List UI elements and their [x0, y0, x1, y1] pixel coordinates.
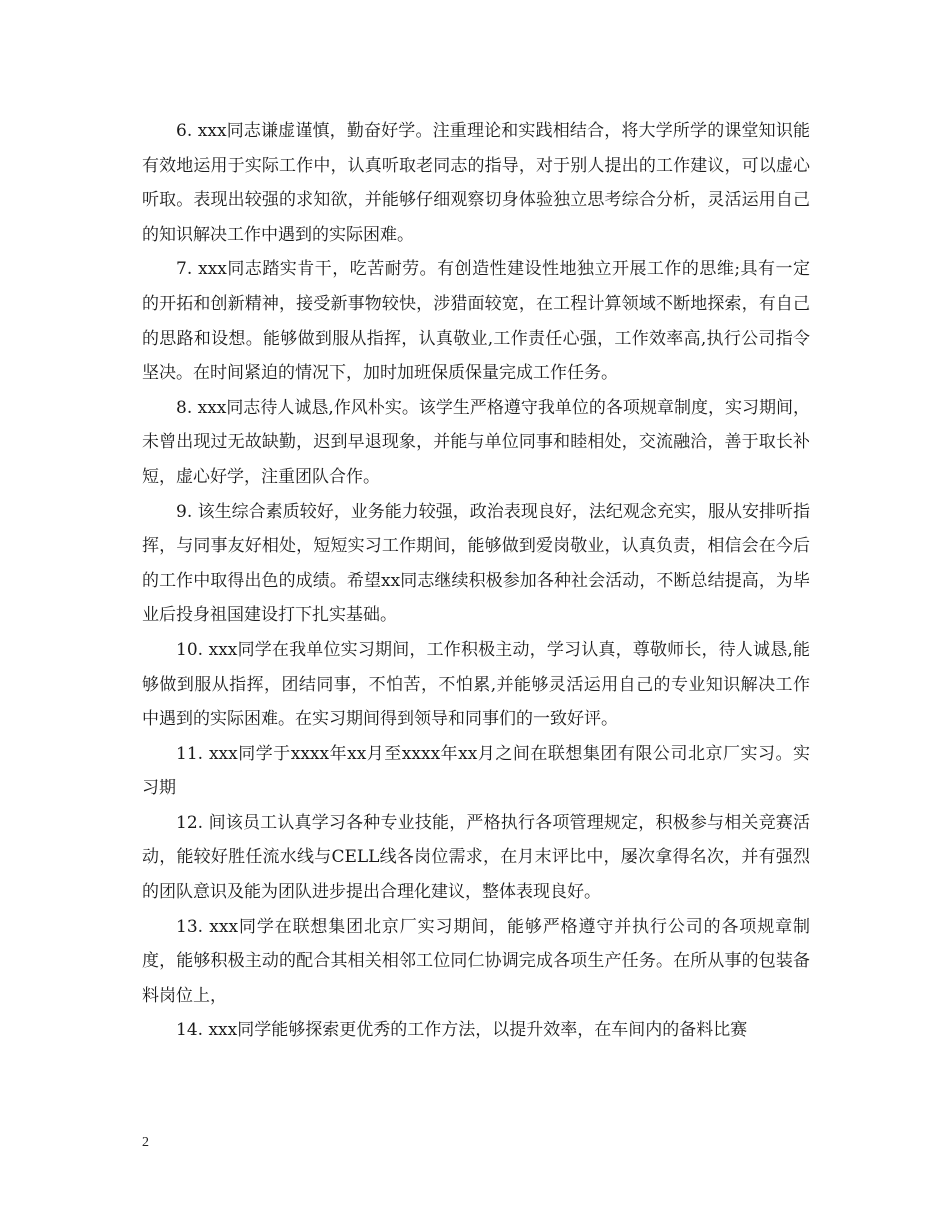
- paragraph-11: 11. xxx同学于xxxx年xx月至xxxx年xx月之间在联想集团有限公司北京厂实习。实习期: [142, 743, 810, 799]
- document-body: [142, 114, 810, 1048]
- paragraph-7: 7. xxx同志踏实肯干，吃苦耐劳。有创造性建设性地独立开展工作的思维;具有一定的开拓和创新精神，接受新事物较快，涉猎面较宽，在工程计算领域不断地探索，有自己的思路和设想。能够做到服从指挥，认真敬业,工作责任心强，工作效率高,执行公司指令坚决。在时间紧迫的情况下，加时加班保质保量完成工作任务。: [142, 259, 810, 384]
- paragraph-6: 6. xxx同志谦虚谨慎，勤奋好学。注重理论和实践相结合，将大学所学的课堂知识能有效地运用于实际工作中，认真听取老同志的指导，对于别人提出的工作建议，可以虚心听取。表现出较强的求知欲，并能够仔细观察切身体验独立思考综合分析，灵活运用自己的知识解决工作中遇到的实际困难。: [142, 121, 810, 245]
- paragraph-12: 12. 间该员工认真学习各种专业技能，严格执行各项管理规定，积极参与相关竞赛活动，能较好胜任流水线与CELL线各岗位需求，在月末评比中，屡次拿得名次，并有强烈的团队意识及能为团队进步提出合理化建议，整体表现良好。: [142, 812, 810, 903]
- paragraph-9: 9. 该生综合素质较好，业务能力较强，政治表现良好，法纪观念充实，服从安排听指挥，与同事友好相处，短短实习工作期间，能够做到爱岗敬业，认真负责，相信会在今后的工作中取得出色的成绩。希望xx同志继续积极参加各种社会活动，不断总结提高，为毕业后投身祖国建设打下扎实基础。: [142, 501, 810, 626]
- page-number: 2: [142, 1135, 149, 1150]
- paragraph-8: 8. xxx同志待人诚恳,作风朴实。该学生严格遵守我单位的各项规章制度，实习期间，未曾出现过无故缺勤，迟到早退现象，并能与单位同事和睦相处，交流融洽，善于取长补短，虚心好学，注重团队合作。: [142, 397, 810, 487]
- paragraph-10: 10. xxx同学在我单位实习期间，工作积极主动，学习认真，尊敬师长，待人诚恳,能够做到服从指挥，团结同事，不怕苦，不怕累,并能够灵活运用自己的专业知识解决工作中遇到的实际困难。在实习期间得到领导和同事们的一致好评。: [142, 639, 810, 730]
- paragraph-13: 13. xxx同学在联想集团北京厂实习期间，能够严格遵守并执行公司的各项规章制度，能够积极主动的配合其相关相邻工位同仁协调完成各项生产任务。在所从事的包装备料岗位上，: [142, 916, 810, 1006]
- paragraph-14: 14. xxx同学能够探索更优秀的工作方法，以提升效率，在车间内的备料比赛: [176, 1020, 748, 1041]
